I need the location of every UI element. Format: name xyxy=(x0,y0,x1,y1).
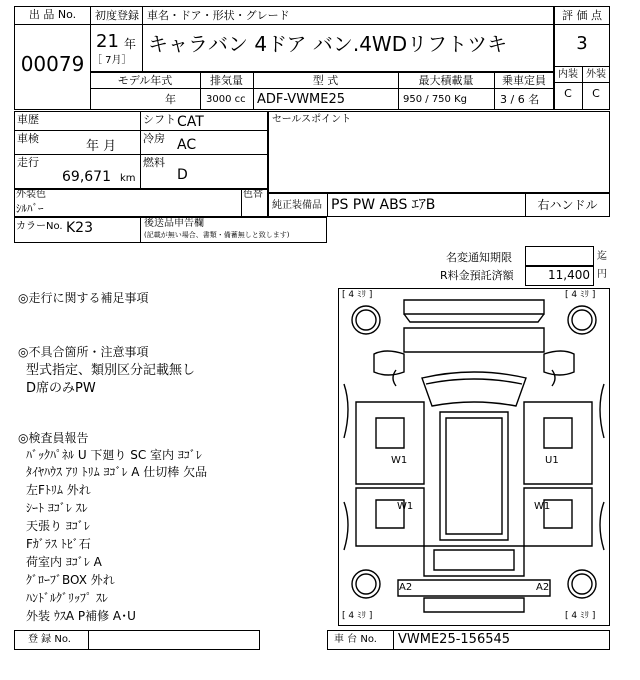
mileage-value: 69,671 xyxy=(62,169,111,185)
ac-label: 冷房 xyxy=(143,132,165,145)
inspector-line: Fｶﾞﾗｽ ﾄﾋﾞ石 xyxy=(26,537,91,551)
car-name: キャラバン 4ドア バン.4WDリフトツキ xyxy=(148,32,508,56)
displacement-value: 3000 cc xyxy=(206,94,246,105)
exterior-grade: C xyxy=(592,87,600,100)
front-left-door-shape xyxy=(356,402,424,484)
color-change-label: 色替 xyxy=(243,189,263,200)
damage-mark: W1 xyxy=(534,501,551,512)
recycle-unit: 円 xyxy=(597,269,607,280)
inspection-label: 車検 xyxy=(17,132,39,145)
name-change-unit: 迄 xyxy=(597,251,607,262)
rear-right-panel-shape xyxy=(524,488,592,546)
chassis-number: VWME25-156545 xyxy=(398,632,511,647)
interior-grade: C xyxy=(564,87,572,100)
inspector-line: 外装 ｳｽA P補修 A･U xyxy=(26,609,136,623)
capacity-value: 3 / 6 名 xyxy=(500,93,540,106)
history-label: 車歴 xyxy=(17,113,39,126)
displacement-label: 排気量 xyxy=(210,74,243,87)
front-right-door-shape xyxy=(524,402,592,484)
chassis-label: 車 台 No. xyxy=(334,634,377,645)
inspector-line: ｸﾞﾛｰﾌﾞBOX 外れ xyxy=(26,573,115,587)
car-diagram-svg xyxy=(338,288,610,626)
inspector-line: ﾊﾝﾄﾞﾙｸﾞﾘｯﾌﾟ ｽﾚ xyxy=(26,591,108,605)
color-no-label: カラーNo. xyxy=(16,221,63,232)
front-bumper-shape xyxy=(404,300,544,314)
model-desc-label: 車名・ドア・形状・グレード xyxy=(147,9,290,22)
ac-value: AC xyxy=(177,137,197,153)
inspector-line: 左Fﾄﾘﾑ 外れ xyxy=(26,483,91,497)
defect-heading: ◎不具合箇所・注意事項 xyxy=(18,345,149,359)
mileage-unit: km xyxy=(120,173,136,184)
sales-point-label: セールスポイント xyxy=(272,114,352,125)
tire-depth-rear-right: [ 4 ﾐﾘ ] xyxy=(565,611,596,621)
reg-month: ［ 7月］ xyxy=(92,55,132,66)
reg-year: 21 xyxy=(96,31,119,52)
recycle-value: 11,400 xyxy=(548,268,590,282)
info-left-box xyxy=(14,111,268,189)
recycle-label: R料金預託済額 xyxy=(440,269,514,282)
windshield-shape xyxy=(422,372,526,406)
inspector-line: ﾀｲﾔﾊｳｽ ｱﾘ ﾄﾘﾑ ﾖｺﾞﾚ A 仕切棒 欠品 xyxy=(26,465,208,479)
inspector-line: ﾊﾞｯｸﾊﾟﾈﾙ U 下廻り SC 室内 ﾖｺﾞﾚ xyxy=(26,448,202,462)
aftermarket-label: 後送品申告欄 xyxy=(144,218,204,229)
damage-mark: A2 xyxy=(399,582,413,593)
equipment-value: PS PW ABS ｴｱB xyxy=(331,197,436,213)
damage-mark: W1 xyxy=(391,455,408,466)
reg-no-label: 登 録 No. xyxy=(28,634,71,645)
lot-number: 00079 xyxy=(20,52,85,76)
damage-mark: W1 xyxy=(397,501,414,512)
aftermarket-note: (記載が無い場合、書類・備蓄無しと致します) xyxy=(144,231,290,239)
type-code: ADF-VWME25 xyxy=(257,92,346,107)
damage-mark: A2 xyxy=(536,582,550,593)
damage-mark: U1 xyxy=(545,455,559,466)
name-change-box xyxy=(525,246,594,266)
rear-bumper-shape xyxy=(398,580,550,596)
eval-label: 評 価 点 xyxy=(562,9,602,22)
exterior-color-box xyxy=(14,189,268,217)
first-reg-label: 初度登録 xyxy=(95,9,139,22)
exterior-color-value: ｼﾙﾊﾞｰ xyxy=(16,202,44,215)
inspector-line: 荷室内 ﾖｺﾞﾚ A xyxy=(26,555,102,569)
tire-depth-rear-left: [ 4 ﾐﾘ ] xyxy=(342,611,373,621)
driving-heading: ◎走行に関する補足事項 xyxy=(18,291,149,305)
tire-depth-front-right: [ 4 ﾐﾘ ] xyxy=(565,290,596,300)
inspection-value: 年 月 xyxy=(86,139,117,154)
defect-line: D席のみPW xyxy=(26,381,96,396)
exterior-label: 外装 xyxy=(586,69,606,80)
shift-label: シフト xyxy=(143,113,176,126)
model-year-unit: 年 xyxy=(165,93,176,106)
type-label: 型 式 xyxy=(312,74,339,87)
interior-label: 内装 xyxy=(558,69,578,80)
model-year-label: モデル年式 xyxy=(117,74,173,87)
max-load-value: 950 / 750 Kg xyxy=(403,94,467,105)
inspector-heading: ◎検査員報告 xyxy=(18,431,89,445)
tire-depth-front-left: [ 4 ﾐﾘ ] xyxy=(342,290,373,300)
defect-line: 型式指定、類別区分記載無し xyxy=(26,363,196,378)
eval-score: 3 xyxy=(576,33,588,54)
steering-value: 右ハンドル xyxy=(537,198,598,212)
hood-shape xyxy=(404,328,544,352)
inspector-line: ｼｰﾄ ﾖｺﾞﾚ ｽﾚ xyxy=(26,501,88,515)
exterior-color-label: 外装色 xyxy=(16,189,46,200)
fuel-value: D xyxy=(177,167,188,183)
roof-shape xyxy=(440,412,508,540)
rear-left-panel-shape xyxy=(356,488,424,546)
capacity-label: 乗車定員 xyxy=(502,74,546,87)
max-load-label: 最大積載量 xyxy=(418,74,474,87)
color-no-value: K23 xyxy=(66,220,93,236)
fuel-label: 燃料 xyxy=(143,156,165,169)
shift-value: CAT xyxy=(177,114,204,130)
name-change-label: 名変通知期限 xyxy=(446,251,512,264)
mileage-label: 走行 xyxy=(17,156,39,169)
equipment-label: 純正装備品 xyxy=(272,200,322,211)
inspector-line: 天張り ﾖｺﾞﾚ xyxy=(26,519,90,533)
reg-year-unit: 年 xyxy=(124,37,137,51)
lot-label: 出 品 No. xyxy=(28,8,77,21)
